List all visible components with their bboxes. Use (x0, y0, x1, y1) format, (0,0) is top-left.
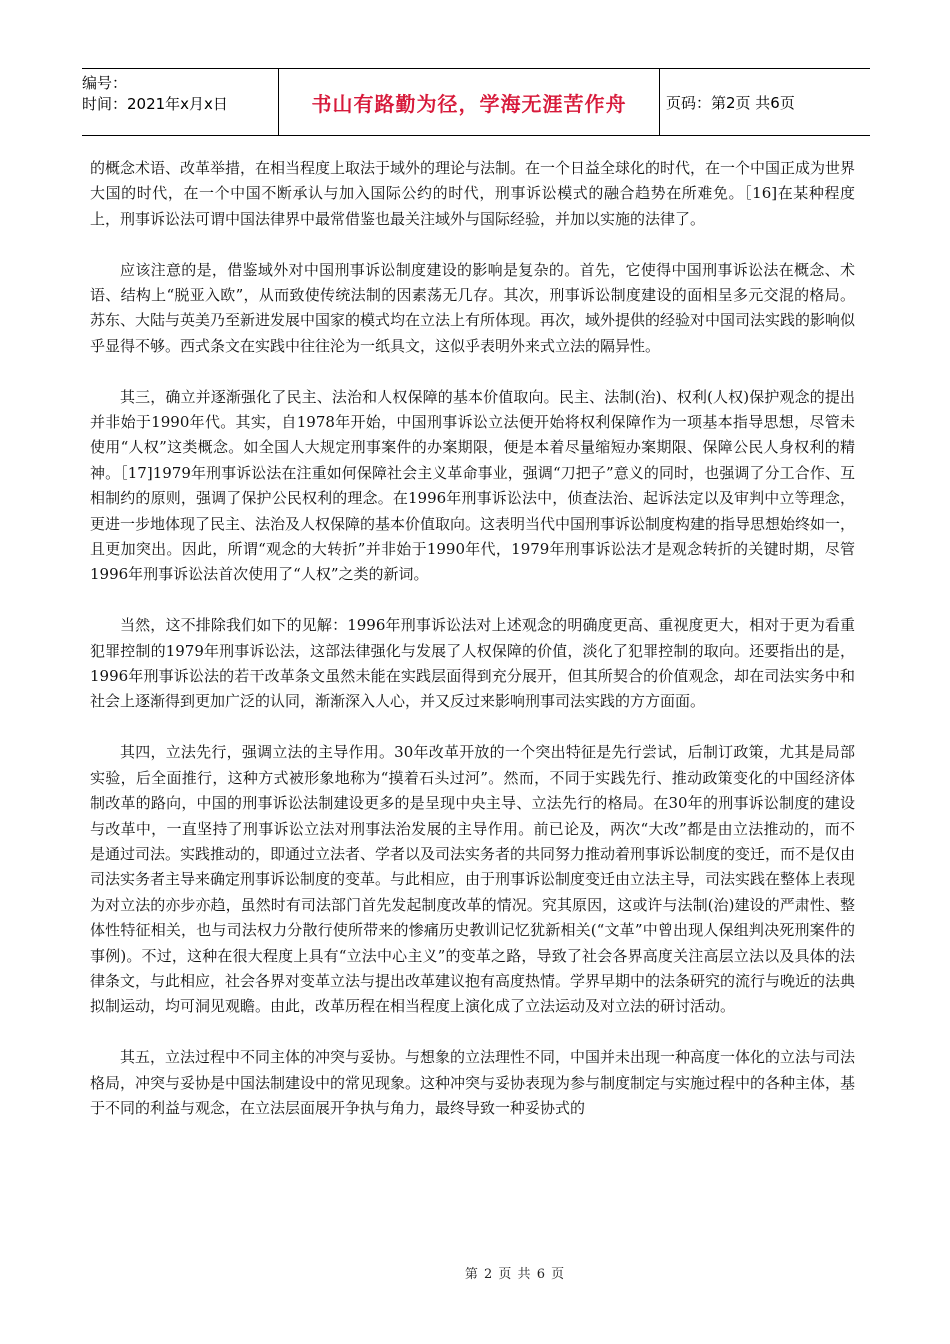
paragraph-2: 应该注意的是，借鉴域外对中国刑事诉讼制度建设的影响是复杂的。首先，它使得中国刑事诉讼法在概念、术语、结构上“脱亚入欧”，从而致使传统法制的因素荡无几存。其次，刑事诉讼制度建设的面相呈多元交混的格局。苏东、大陆与英美乃至新进发展中国家的模式均在立法上有所体现。再次，域外提供的经验对中国司法实践的影响似乎显得不够。西式条文在实践中往往沦为一纸具文，这似乎表明外来式立法的隔异性。 (90, 260, 856, 355)
paragraph-6: 其五，立法过程中不同主体的冲突与妥协。与想象的立法理性不同，中国并未出现一种高度一体化的立法与司法格局，冲突与妥协是中国法制建设中的常见现象。这种冲突与妥协表现为参与制度制定与实施过程中的各种主体，基于不同的利益与观念，在立法层面展开争执与角力，最终导致一种妥协式的 (90, 1048, 856, 1117)
page-header (82, 68, 870, 136)
page-footer (0, 1263, 950, 1282)
paragraph-1: 的概念术语、改革举措，在相当程度上取法于域外的理论与法制。在一个日益全球化的时代，在一个中国正成为世界大国的时代，在一个中国不断承认与加入国际公约的时代，刑事诉讼模式的融合趋势在所难免。［16]在某种程度上，刑事诉讼法可谓中国法律界中最常借鉴也最关注域外与国际经验，并加以实施的法律了。 (90, 159, 856, 228)
document-number: 编号： (82, 74, 128, 92)
document-time: 时间：2021年x月x日 (82, 95, 228, 113)
document-body (90, 156, 855, 1147)
header-motto-cell (278, 69, 660, 135)
paragraph-4: 当然，这不排除我们如下的见解：1996年刑事诉讼法对上述观念的明确度更高、重视度更大，相对于更为看重犯罪控制的1979年刑事诉讼法，这部法律强化与发展了人权保障的价值，淡化了犯罪控制的取向。还要指出的是，1996年刑事诉讼法的若干改革条文虽然未能在实践层面得到充分展开，但其所契合的价值观念，却在司法实务中和社会上逐渐得到更加广泛的认同，渐渐深入人心，并又反过来影响刑事司法实践的方方面面。 (90, 616, 855, 711)
header-motto: 书山有路勤为径，学海无涯苦作舟 (311, 91, 627, 116)
footer-page-number: 第 2 页 共 6 页 (464, 1267, 566, 1282)
paragraph-3: 其三，确立并逐渐强化了民主、法治和人权保障的基本价值取向。民主、法制(治)、权利(人权)保护观念的提出并非始于1990年代。其实，自1978年开始，中国刑事诉讼立法便开始将权利保障作为一项基本指导思想，尽管未使用“人权”这类概念。如全国人大规定刑事案件的办案期限，便是本着尽量缩短办案期限、保障公民人身权利的精神。［17]1979年刑事诉讼法在注重如何保障社会主义革命事业，强调“刀把子”意义的同时，也强调了分工合作、互相制约的原则，强调了保护公民权利的理念。在1996年刑事诉讼法中，侦查法治、起诉法定以及审判中立等理念，更进一步地体现了民主、法治及人权保障的基本价值取向。这表明当代中国刑事诉讼制度构建的指导思想始终如一，且更加突出。因此，所谓“观念的大转折”并非始于1990年代，1979年刑事诉讼法才是观念转折的关键时期，尽管1996年刑事诉讼法首次使用了“人权”之类的新词。 (90, 387, 856, 584)
paragraph-5: 其四，立法先行，强调立法的主导作用。30年改革开放的一个突出特征是先行尝试，后制订政策，尤其是局部实验，后全面推行，这种方式被形象地称为“摸着石头过河”。然而，不同于实践先行、推动政策变化的中国经济体制改革的路向，中国的刑事诉讼法制建设更多的是呈现中央主导、立法先行的格局。在30年的刑事诉讼制度的建设与改革中，一直坚持了刑事诉讼立法对刑事法治发展的主导作用。前已论及，两次“大改”都是由立法推动的，而不是通过司法。实践推动的，即通过立法者、学者以及司法实务者的共同努力推动着刑事诉讼制度的变迁，而不是仅由司法实务者主导来确定刑事诉讼制度的变革。与此相应，由于刑事诉讼制度变迁由立法主导，司法实践在整体上表现为对立法的亦步亦趋，虽然时有司法部门首先发起制度改革的情况。究其原因，这或许与法制(治)建设的严肃性、整体性特征相关，也与司法权力分散行使所带来的惨痛历史教训记忆犹新相关(“文革”中曾出现人保组判决死刑案件的事例)。不过，这种在很大程度上具有“立法中心主义”的变革之路，导致了社会各界高度关注高层立法以及具体的法律条文，与此相应，社会各界对变革立法与提出改革建议抱有高度热情。学界早期中的法条研究的流行与晚近的法典拟制运动，均可洞见观瞻。由此，改革历程在相当程度上演化成了立法运动及对立法的研讨活动。 (90, 743, 856, 1016)
header-page-info: 页码：第2页 共6页 (666, 93, 795, 112)
header-meta (82, 69, 278, 135)
